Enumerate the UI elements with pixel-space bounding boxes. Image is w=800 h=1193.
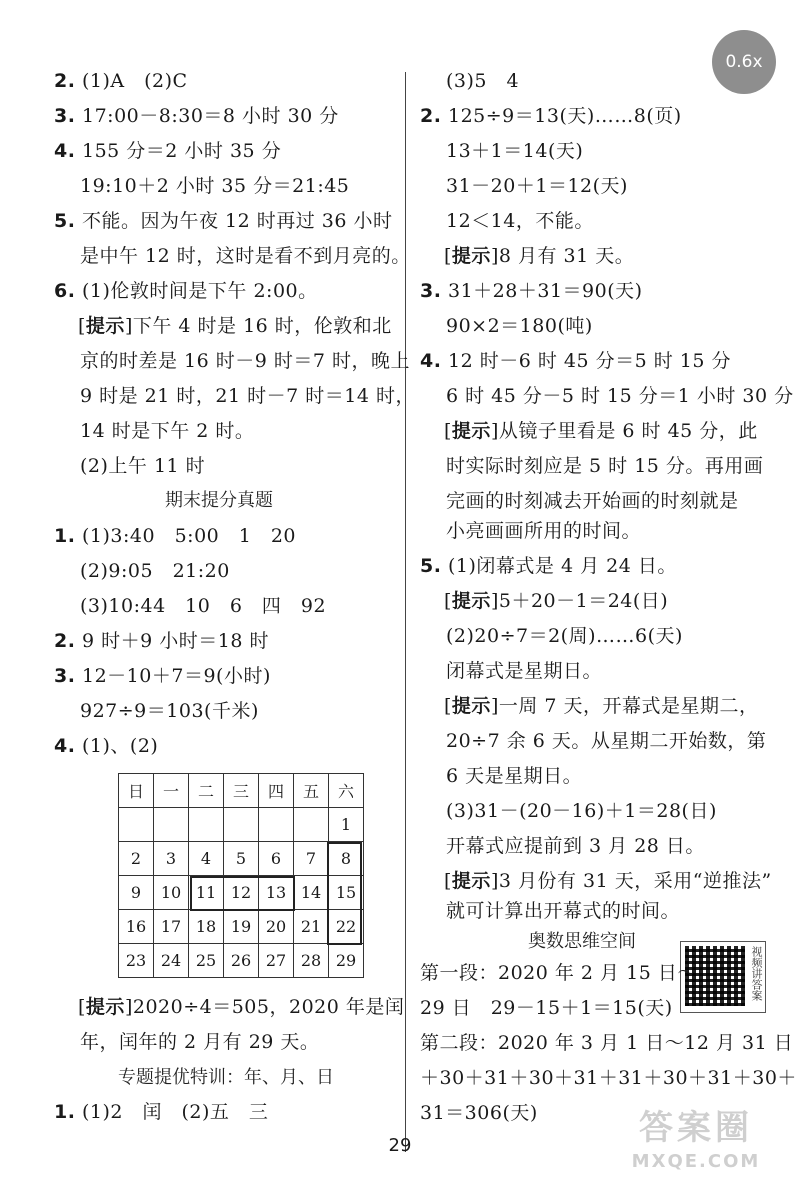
answer-line: 29 日 29－15＋1＝15(天) [420, 997, 673, 1019]
calendar-cell: 28 [294, 944, 329, 978]
calendar-table [118, 773, 364, 978]
calendar-cell: 27 [259, 944, 294, 978]
calendar-header-cell: 四 [259, 774, 294, 808]
calendar-cell: 8 [329, 842, 364, 876]
answer-line: 京的时差是 16 时－9 时＝7 时，晚上 [80, 350, 411, 372]
calendar-cell: 17 [154, 910, 189, 944]
answer-line: 第二段：2020 年 3 月 1 日～12 月 31 日 [420, 1032, 794, 1054]
answer-line: 4. 12 时－6 时 45 分＝5 时 15 分 [420, 350, 731, 372]
answer-line: 第一段：2020 年 2 月 15 日～ [420, 962, 697, 984]
answer-line: 6 时 45 分－5 时 15 分＝1 小时 30 分 [446, 385, 794, 407]
hint-tag: [ 提示 ] [444, 241, 499, 271]
calendar-row [119, 910, 364, 944]
calendar-cell: 19 [224, 910, 259, 944]
calendar-header-cell: 一 [154, 774, 189, 808]
answer-line: 12＜14，不能。 [446, 210, 594, 232]
answer-line: (2)20÷7＝2(周)……6(天) [446, 625, 683, 647]
calendar-cell: 20 [259, 910, 294, 944]
calendar-row [119, 808, 364, 842]
calendar-cell: 5 [224, 842, 259, 876]
calendar-cell [154, 808, 189, 842]
calendar-header-row [119, 774, 364, 808]
answer-line: 19:10＋2 小时 35 分＝21:45 [80, 175, 350, 197]
calendar-cell: 1 [329, 808, 364, 842]
calendar-header-cell: 五 [294, 774, 329, 808]
answer-line: 5. 不能。因为午夜 12 时再过 36 小时 [54, 210, 393, 232]
calendar-cell: 15 [329, 876, 364, 910]
qr-label: 视频讲答案 [750, 946, 763, 1001]
answer-line: 开幕式应提前到 3 月 28 日。 [446, 835, 705, 857]
hint-tag: [ 提示 ] [444, 586, 499, 616]
hint-tag: [ 提示 ] [444, 416, 499, 446]
calendar-cell: 12 [224, 876, 259, 910]
calendar-cell: 11 [189, 876, 224, 910]
answer-line: 5. (1)闭幕式是 4 月 24 日。 [420, 555, 677, 577]
calendar-cell: 2 [119, 842, 154, 876]
answer-line: 6. (1)伦敦时间是下午 2:00。 [54, 280, 318, 302]
calendar-cell: 29 [329, 944, 364, 978]
calendar-cell: 13 [259, 876, 294, 910]
answer-line: 就可计算出开幕式的时间。 [446, 900, 681, 922]
section-title: 期末提分真题 [165, 490, 273, 511]
answer-line: 闭幕式是星期日。 [446, 660, 603, 682]
hint-line: [ 提示 ] 5＋20－1＝24(日) [444, 586, 668, 616]
hint-tag: [ 提示 ] [78, 311, 133, 341]
calendar-cell: 4 [189, 842, 224, 876]
calendar-header-cell: 日 [119, 774, 154, 808]
answer-line: (2)9:05 21:20 [80, 560, 230, 582]
hint-line: [ 提示 ] 2020÷4＝505，2020 年是闰 [78, 992, 404, 1022]
calendar-header-cell: 二 [189, 774, 224, 808]
calendar-row [119, 842, 364, 876]
calendar-cell [224, 808, 259, 842]
calendar-cell: 3 [154, 842, 189, 876]
answer-line: (2)上午 11 时 [80, 455, 206, 477]
answer-line: 14 时是下午 2 时。 [80, 420, 255, 442]
answer-line: ＋30＋31＋30＋31＋31＋30＋31＋30＋ [420, 1067, 797, 1089]
playback-speed-badge[interactable] [712, 30, 776, 94]
calendar-cell: 10 [154, 876, 189, 910]
answer-line: 6 天是星期日。 [446, 765, 583, 787]
answer-line: 1. (1)3:40 5:00 1 20 [54, 525, 297, 547]
answer-line: 4. (1)、(2) [54, 735, 159, 757]
hint-tag: [ 提示 ] [78, 992, 133, 1022]
calendar-cell: 6 [259, 842, 294, 876]
answer-line: 小亮画画所用的时间。 [446, 520, 642, 542]
answer-line: 4. 155 分＝2 小时 35 分 [54, 140, 282, 162]
speed-label: 0.6x [725, 52, 763, 72]
answer-line: 3. 12－10＋7＝9(小时) [54, 665, 271, 687]
calendar-cell: 24 [154, 944, 189, 978]
calendar-cell: 25 [189, 944, 224, 978]
calendar-cell: 21 [294, 910, 329, 944]
answer-line: 1. (1)2 闰 (2)五 三 [54, 1101, 269, 1123]
hint-line: [ 提示 ] 一周 7 天，开幕式是星期二， [444, 691, 759, 721]
answer-line: 927÷9＝103(千米) [80, 700, 259, 722]
hint-line: [ 提示 ] 从镜子里看是 6 时 45 分，此 [444, 416, 758, 446]
calendar-header-cell: 三 [224, 774, 259, 808]
hint-line: [ 提示 ] 8 月有 31 天。 [444, 241, 634, 271]
section-title: 奥数思维空间 [528, 931, 636, 952]
hint-tag: [ 提示 ] [444, 866, 499, 896]
calendar-cell: 14 [294, 876, 329, 910]
calendar-header-cell: 六 [329, 774, 364, 808]
hint-line: [ 提示 ] 3 月份有 31 天，采用“逆推法” [444, 866, 772, 896]
answer-line: 年，闰年的 2 月有 29 天。 [80, 1031, 320, 1053]
calendar-cell: 22 [329, 910, 364, 944]
answer-line: (3)5 4 [446, 70, 520, 92]
calendar-cell: 9 [119, 876, 154, 910]
answer-line: 是中午 12 时，这时是看不到月亮的。 [80, 245, 411, 267]
answer-line: 2. (1)A (2)C [54, 70, 188, 92]
calendar-cell: 16 [119, 910, 154, 944]
answer-line: 13＋1＝14(天) [446, 140, 584, 162]
section-title: 专题提优特训：年、月、日 [118, 1067, 334, 1088]
answer-line: 3. 17:00－8:30＝8 小时 30 分 [54, 105, 339, 127]
answer-line: 31－20＋1＝12(天) [446, 175, 628, 197]
answer-line: 完画的时刻减去开始画的时刻就是 [446, 490, 739, 512]
answer-line: 90×2＝180(吨) [446, 315, 593, 337]
answer-line: (3)10:44 10 6 四 92 [80, 595, 327, 617]
answer-line: 9 时是 21 时，21 时－7 时＝14 时， [80, 385, 415, 407]
calendar-cell: 23 [119, 944, 154, 978]
answer-line: 20÷7 余 6 天。从星期二开始数，第 [446, 730, 767, 752]
answer-line: 时实际时刻应是 5 时 15 分。再用画 [446, 455, 764, 477]
calendar-row [119, 944, 364, 978]
calendar-cell: 26 [224, 944, 259, 978]
calendar-cell [259, 808, 294, 842]
hint-line: [ 提示 ] 下午 4 时是 16 时，伦敦和北 [78, 311, 392, 341]
answer-line: 3. 31＋28＋31＝90(天) [420, 280, 643, 302]
calendar-cell [119, 808, 154, 842]
calendar-cell [294, 808, 329, 842]
calendar-cell: 18 [189, 910, 224, 944]
answer-line: 2. 9 时＋9 小时＝18 时 [54, 630, 269, 652]
calendar-cell [189, 808, 224, 842]
answer-line: (3)31－(20－16)＋1＝28(日) [446, 800, 717, 822]
hint-tag: [ 提示 ] [444, 691, 499, 721]
answer-line: 2. 125÷9＝13(天)……8(页) [420, 105, 682, 127]
answer-line: 31＝306(天) [420, 1102, 538, 1124]
column-divider [405, 72, 406, 1152]
page-number: 29 [388, 1135, 412, 1156]
calendar-row [119, 876, 364, 910]
site-watermark: 答案圈 MXQE.COM [631, 1108, 761, 1172]
calendar-cell: 7 [294, 842, 329, 876]
